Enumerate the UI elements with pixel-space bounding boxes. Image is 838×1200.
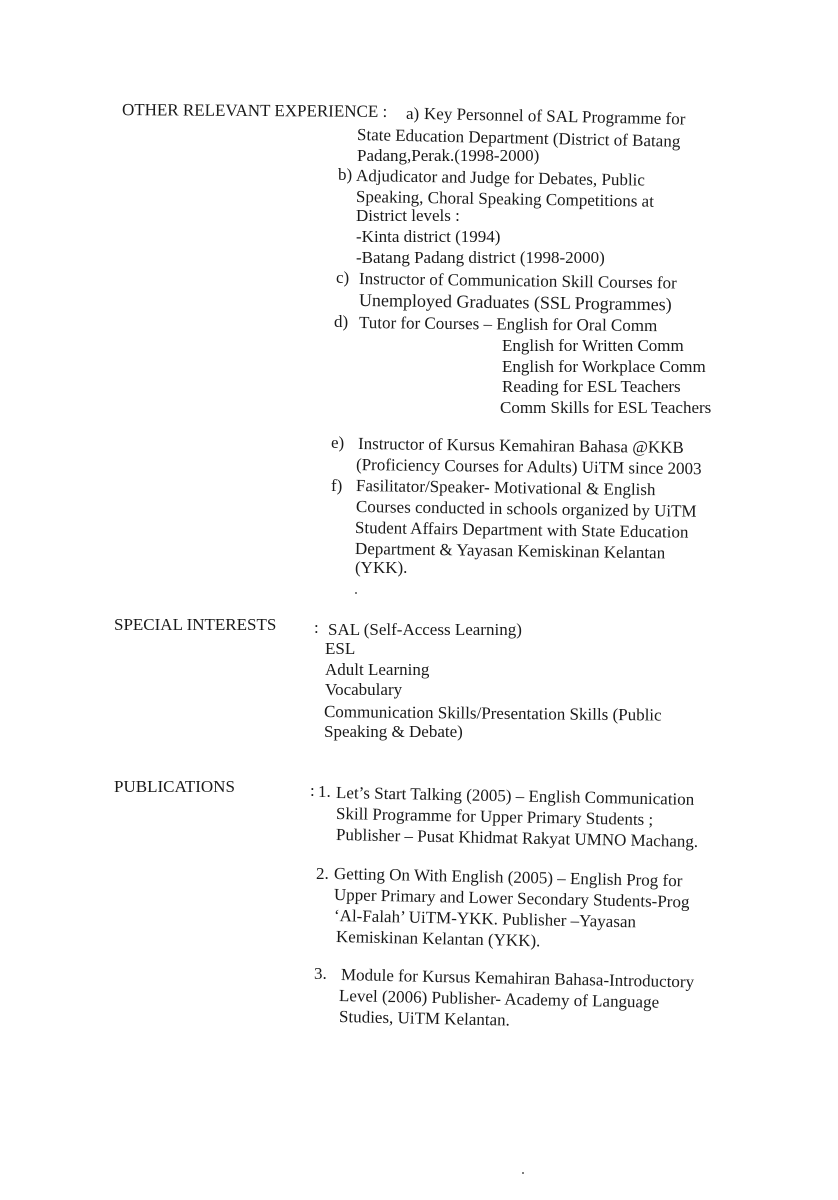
publication-line: Skill Programme for Upper Primary Students ; xyxy=(335,804,654,830)
section-heading-experience: OTHER RELEVANT EXPERIENCE : xyxy=(121,100,388,121)
publication-line: Level (2006) Publisher- Academy of Language xyxy=(338,986,660,1012)
item-line: Key Personnel of SAL Programme for xyxy=(423,104,686,129)
publication-line: Publisher – Pusat Khidmat Rakyat UMNO Machang. xyxy=(335,825,699,851)
publication-line: Upper Primary and Lower Secondary Students-Prog xyxy=(333,885,690,912)
publication-line: Module for Kursus Kemahiran Bahasa-Introductory xyxy=(340,965,695,992)
item-line: Unemployed Graduates (SSL Programmes) xyxy=(358,290,672,315)
publication-line: Studies, UiTM Kelantan. xyxy=(338,1007,511,1030)
publication-marker: 1. xyxy=(318,782,331,801)
item-marker: b) xyxy=(338,165,353,184)
publication-line: ‘Al-Falah’ UiTM-YKK. Publisher –Yayasan xyxy=(333,906,637,932)
item-line: Tutor for Courses – English for Oral Comm xyxy=(358,313,658,336)
item-marker: a) xyxy=(406,104,420,123)
item-sub-line: English for Workplace Comm xyxy=(502,357,706,376)
item-marker: f) xyxy=(331,476,343,495)
item-line: Courses conducted in schools organized by UiTM xyxy=(355,497,697,521)
scan-speck xyxy=(522,1172,524,1174)
interest-item: Speaking & Debate) xyxy=(324,722,463,741)
item-line: Department & Yayasan Kemiskinan Kelantan xyxy=(354,539,666,563)
item-line: State Education Department (District of Batang xyxy=(356,125,681,151)
item-sub-line: Reading for ESL Teachers xyxy=(502,377,681,396)
section-heading-publications: PUBLICATIONS xyxy=(114,777,235,796)
interest-item: SAL (Self-Access Learning) xyxy=(328,620,522,639)
item-marker: c) xyxy=(336,268,350,287)
interest-item: Adult Learning xyxy=(325,660,430,679)
item-line: (Proficiency Courses for Adults) UiTM since 2003 xyxy=(355,455,702,479)
section-colon: : xyxy=(310,781,315,800)
interest-item: Communication Skills/Presentation Skills (Public xyxy=(323,702,662,725)
item-line: Instructor of Kursus Kemahiran Bahasa @KKB xyxy=(357,434,684,457)
item-line: Instructor of Communication Skill Courses for xyxy=(358,269,677,293)
item-line: Speaking, Choral Speaking Competitions at xyxy=(355,187,655,211)
item-line: (YKK). xyxy=(355,558,408,577)
publication-marker: 2. xyxy=(316,864,329,883)
scan-speck xyxy=(355,592,357,594)
item-line: Adjudicator and Judge for Debates, Public xyxy=(355,166,646,190)
item-sub-line: English for Written Comm xyxy=(502,336,684,355)
section-heading-interests: SPECIAL INTERESTS xyxy=(114,615,277,634)
interest-item: Vocabulary xyxy=(325,680,403,699)
section-colon: : xyxy=(314,618,319,637)
item-line: Student Affairs Department with State Education xyxy=(354,518,689,542)
publication-line: Kemiskinan Kelantan (YKK). xyxy=(335,927,541,951)
item-line: -Batang Padang district (1998-2000) xyxy=(356,248,605,267)
item-marker: d) xyxy=(334,312,349,331)
item-line: Padang,Perak.(1998-2000) xyxy=(357,146,540,165)
item-line: -Kinta district (1994) xyxy=(356,227,501,246)
item-line: Fasilitator/Speaker- Motivational & English xyxy=(355,476,656,500)
interest-item: ESL xyxy=(325,639,356,658)
publication-line: Getting On With English (2005) – English Prog for xyxy=(333,864,683,891)
publication-marker: 3. xyxy=(314,964,327,983)
item-sub-line: Comm Skills for ESL Teachers xyxy=(500,398,712,417)
item-line: District levels : xyxy=(356,206,460,225)
item-marker: e) xyxy=(331,433,345,452)
publication-line: Let’s Start Talking (2005) – English Communication xyxy=(335,783,695,809)
